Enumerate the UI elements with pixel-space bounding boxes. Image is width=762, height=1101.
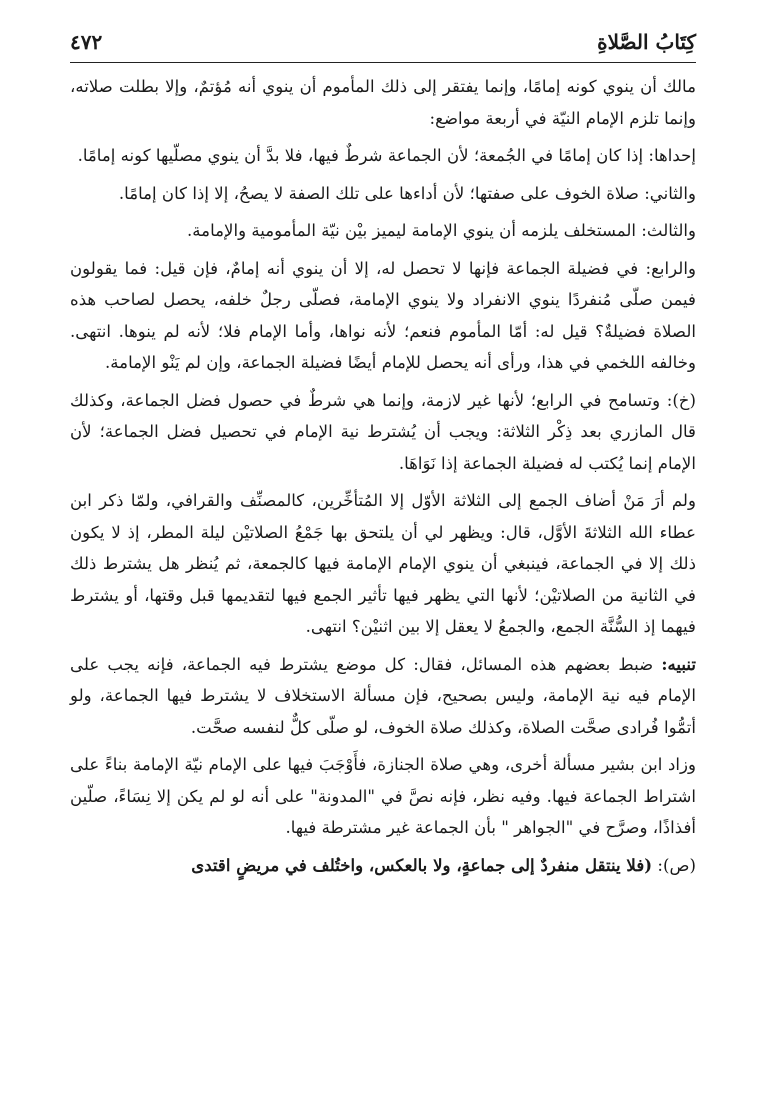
paragraph-text: (فلا ينتقل منفردٌ إلى جماعةٍ، ولا بالعكس، واختُلف في مريضٍ اقتدى [191, 854, 653, 875]
paragraph-text: مالك أن ينوي كونه إمامًا، وإنما يفتقر إلى ذلك المأموم أن ينوي أنه مُؤتمٌ، وإلا بطلت صلاته، وإنما تلزم الإمام النيّة في أربعة مواضع: [70, 77, 696, 128]
paragraph [70, 215, 696, 247]
paragraph [70, 178, 696, 210]
paragraph [70, 649, 696, 744]
running-title: كِتَابُ الصَّلاةِ [597, 30, 696, 54]
paragraph [70, 485, 696, 643]
paragraph-text: والثاني: صلاة الخوف على صفتها؛ لأن أداءها على تلك الصفة لا يصحُ، إلا إذا كان إمامًا. [118, 183, 696, 203]
paragraph-text: ضبط بعضهم هذه المسائل، فقال: كل موضع يشترط فيه الجماعة، فإنه يجب على الإمام فيه نية الإمامة، وليس بصحيح، فإن مسألة الاستخلاف لا يشترط فيها الجماعة، ولو أتمُّوا فُرادى صحَّت الصلاة، وكذلك صلاة الخوف، لو صلّى كلٌّ لنفسه صحَّت. [70, 654, 696, 737]
paragraph [70, 140, 696, 172]
paragraph [70, 850, 696, 882]
paragraph [70, 385, 696, 480]
paragraph [70, 253, 696, 379]
paragraph-text: ولم أرَ مَنْ أضاف الجمع إلى الثلاثة الأوّل إلا المُتأخِّرين، كالمصنِّف والقرافي، ولمّا ذكر ابن عطاء الله الثلاثةَ الأوَّل، قال: ويظهر لي أن يلتحق بها جَمْعُ الصلاتيْن ليلة المطر، إذ لا يكون ذلك إلا في الجماعة، فينبغي أن ينوي الإمام الإمامة فيها كالجمعة، ثم يُنظر هل يشترط ذلك في الثانية من الصلاتيْن؛ لأنها التي يظهر فيها تأثير الجمع فيها لتقديمها قبل وقتها، أو يشترط فيهما إذ السُّنَّة الجمع، والجمعُ لا يعقل إلا بين اثنيْن؟ انتهى. [70, 491, 696, 636]
paragraph [70, 71, 696, 134]
paragraph-text: (خ): وتسامح في الرابع؛ لأنها غير لازمة، وإنما هي شرطٌ في حصول فضل الجماعة، وكذلك قال المازري بعد ذِكْر الثلاثة: ويجب أن يُشترط نية الإمام في تحصيل فضل الجماعة؛ لأن الإمام إنما يُكتب له فضيلة الجماعة إذا نَوَاهَا. [70, 390, 696, 473]
page-number: ٤٧٢ [70, 30, 103, 54]
page-body [70, 63, 696, 881]
paragraph-text: والرابع: في فضيلة الجماعة فإنها لا تحصل له، إلا أن ينوي أنه إمامٌ، فإن قيل: فما يقولون فيمن صلّى مُنفردًا ينوي الانفراد ولا ينوي الإمامة، فصلّى رجلٌ خلفه، يحصل لصاحب هذه الصلاة فضيلةٌ؟ قيل له: أمّا المأموم فنعم؛ لأنه نواها، وأما الإمام فلا؛ لأنه لم ينوها. انتهى. وخالفه اللخمي في هذا، ورأى أنه يحصل للإمام أيضًا فضيلة الجماعة، وإن لم يَنْو الإمامة. [70, 258, 696, 372]
page-header [70, 26, 696, 63]
paragraph-text: وزاد ابن بشير مسألة أخرى، وهي صلاة الجنازة، فأَوْجَبَ فيها على الإمام نيّة الإمامة بناءً على اشتراط الجماعة فيها. وفيه نظر، فإنه نصَّ في "المدونة" على أنه لو لم يكن إلا نِسَاءً، صلّين أفذاذًا، وصرَّح في "الجواهر " بأن الجماعة غير مشترطة فيها. [70, 755, 696, 837]
paragraph [70, 749, 696, 844]
paragraph-lead: (ص): [657, 855, 696, 875]
document-page [70, 26, 696, 1086]
paragraph-text: إحداها: إذا كان إمامًا في الجُمعة؛ لأن الجماعة شرطٌ فيها، فلا بدَّ أن ينوي مصلّيها كونه إمامًا. [77, 146, 696, 165]
paragraph-text: والثالث: المستخلف يلزمه أن ينوي الإمامة ليميز بيْن نيّة المأمومية والإمامة. [187, 221, 696, 240]
paragraph-lead: تنبيه: [661, 653, 696, 674]
